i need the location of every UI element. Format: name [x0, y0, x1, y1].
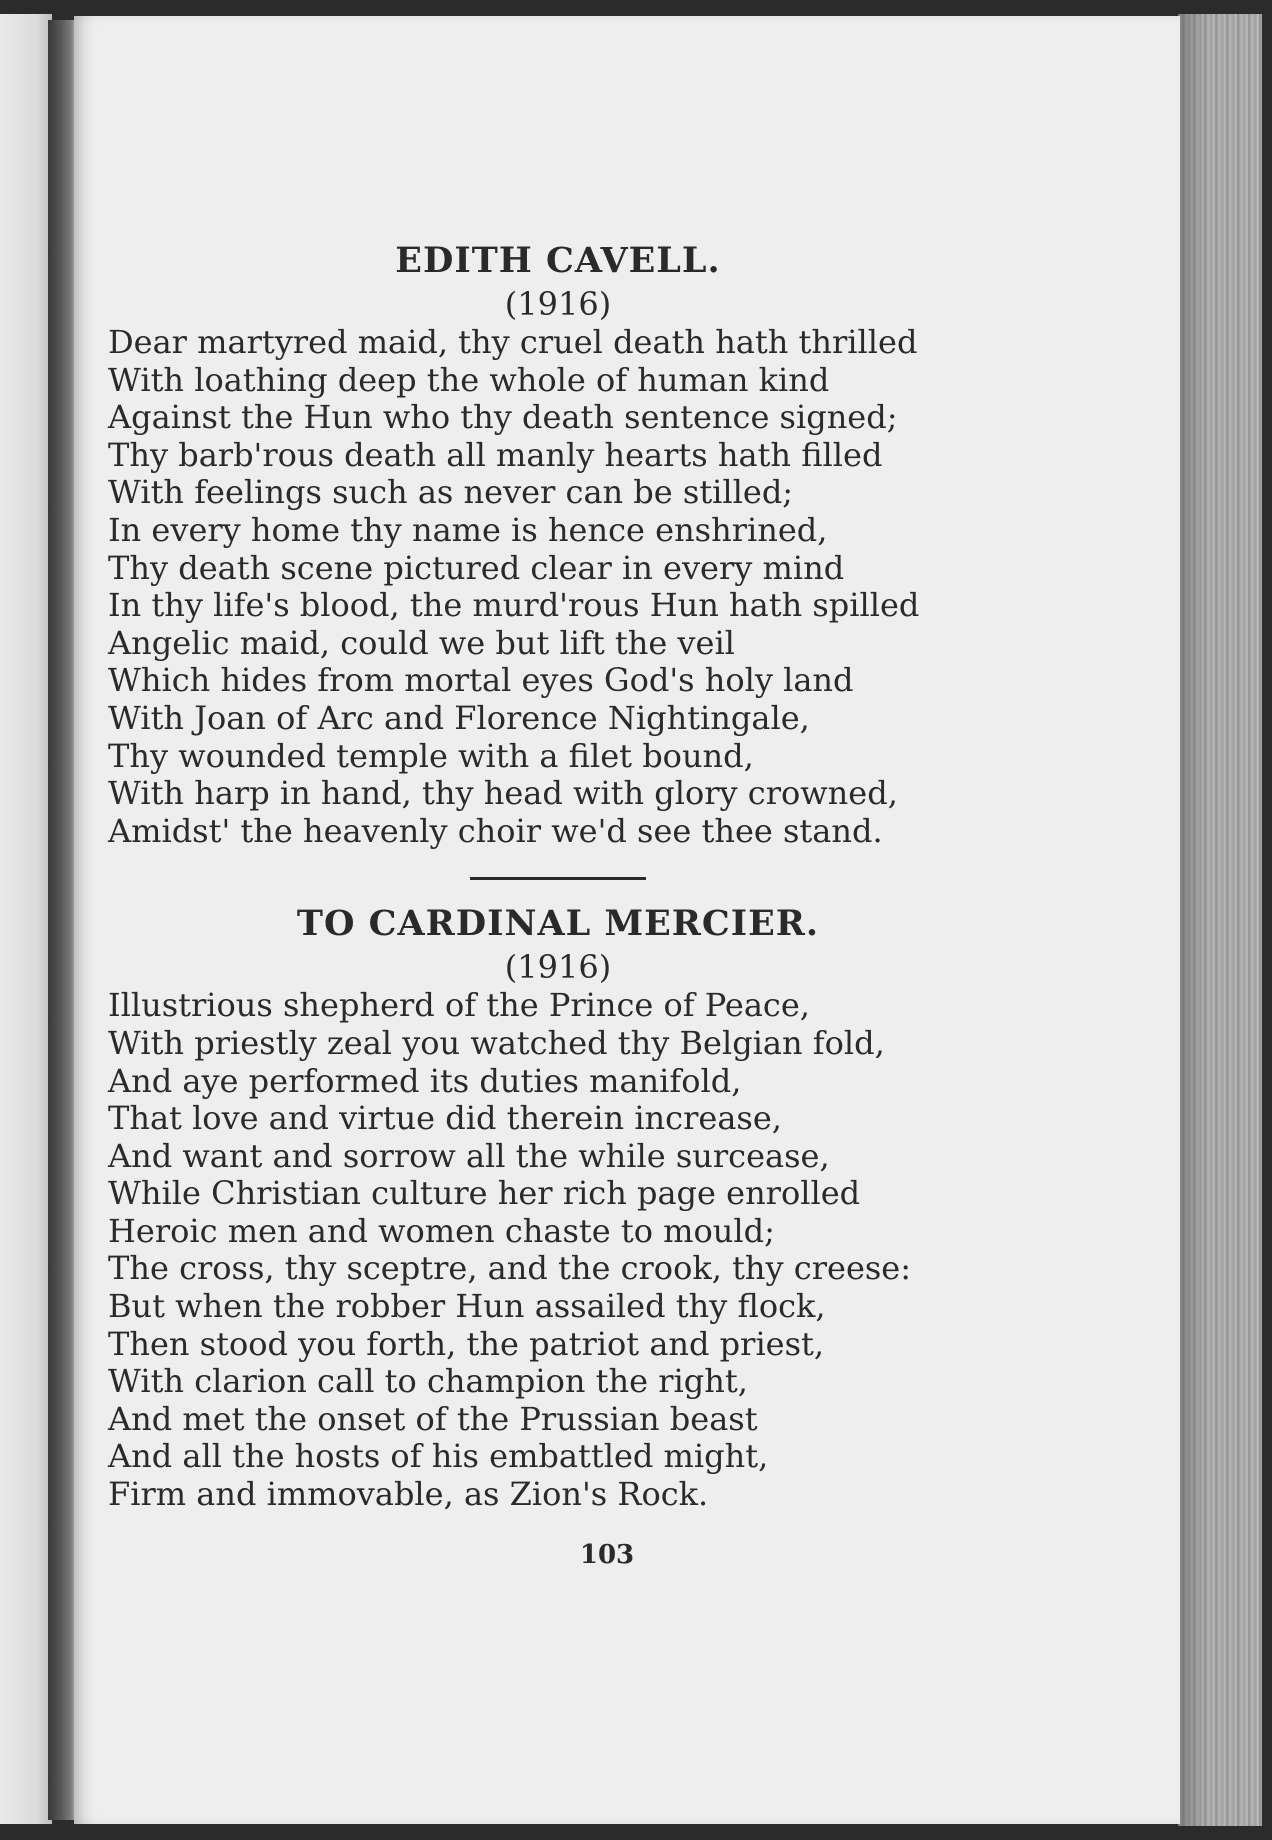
poem-line: Illustrious shepherd of the Prince of Peace,	[108, 986, 810, 1025]
poem-line: Then stood you forth, the patriot and priest,	[108, 1324, 825, 1363]
section-divider	[470, 877, 646, 880]
book-page	[74, 16, 1180, 1824]
poem-line: Thy wounded temple with a filet bound,	[108, 736, 754, 775]
page-number: 103	[579, 1540, 635, 1570]
poem-year: (1916)	[504, 285, 612, 323]
poem-line: That love and virtue did therein increase,	[108, 1099, 782, 1138]
poem-line: With loathing deep the whole of human kind	[108, 360, 830, 399]
poem-line: Dear martyred maid, thy cruel death hath thrilled	[108, 323, 918, 361]
poem-line: Heroic men and women chaste to mould;	[108, 1211, 775, 1250]
poem-line: Angelic maid, could we but lift the veil	[108, 623, 735, 662]
page-edges-shadow	[1178, 14, 1208, 1826]
poem-line: In thy life's blood, the murd'rous Hun hath spilled	[108, 586, 920, 625]
poem-line: With Joan of Arc and Florence Nightingale,	[108, 698, 810, 737]
poem-line: But when the robber Hun assailed thy flock,	[108, 1287, 826, 1326]
poem-line: With priestly zeal you watched thy Belgian fold,	[108, 1023, 885, 1062]
poem-title-edith-cavell: EDITH CAVELL.	[395, 240, 721, 281]
poem-year: (1916)	[504, 948, 612, 987]
section-divider-wrap	[108, 850, 1008, 901]
poem-line: With harp in hand, thy head with glory crowned,	[108, 774, 898, 813]
poem-line: And all the hosts of his embattled might,	[108, 1437, 769, 1476]
poem-title-cardinal-mercier: TO CARDINAL MERCIER.	[296, 903, 820, 945]
poem-line: Thy death scene pictured clear in every mind	[108, 548, 845, 587]
page-text	[108, 238, 1008, 1514]
poem-line: Firm and immovable, as Zion's Rock.	[108, 1475, 709, 1514]
poem-line: The cross, thy sceptre, and the crook, thy creese:	[108, 1249, 912, 1288]
facing-page-edge	[0, 14, 52, 1824]
poem-edith-cavell	[108, 324, 1008, 850]
poem-line: Against the Hun who thy death sentence signed;	[108, 398, 898, 437]
poem-line: Which hides from mortal eyes God's holy land	[108, 661, 854, 700]
poem-line: Thy barb'rous death all manly hearts hath filled	[108, 435, 883, 474]
poem-line: With feelings such as never can be stilled;	[108, 473, 794, 512]
poem-cardinal-mercier	[108, 987, 1008, 1513]
poem-line: And want and sorrow all the while surcease,	[108, 1136, 830, 1175]
poem-line: With clarion call to champion the right,	[108, 1362, 748, 1401]
poem-line: In every home thy name is hence enshrined,	[108, 510, 828, 549]
poem-line: And met the onset of the Prussian beast	[108, 1399, 758, 1438]
poem-line: While Christian culture her rich page enrolled	[108, 1174, 861, 1213]
poem-line: Amidst' the heavenly choir we'd see thee stand.	[108, 811, 883, 850]
poem-line: And aye performed its duties manifold,	[108, 1061, 742, 1100]
